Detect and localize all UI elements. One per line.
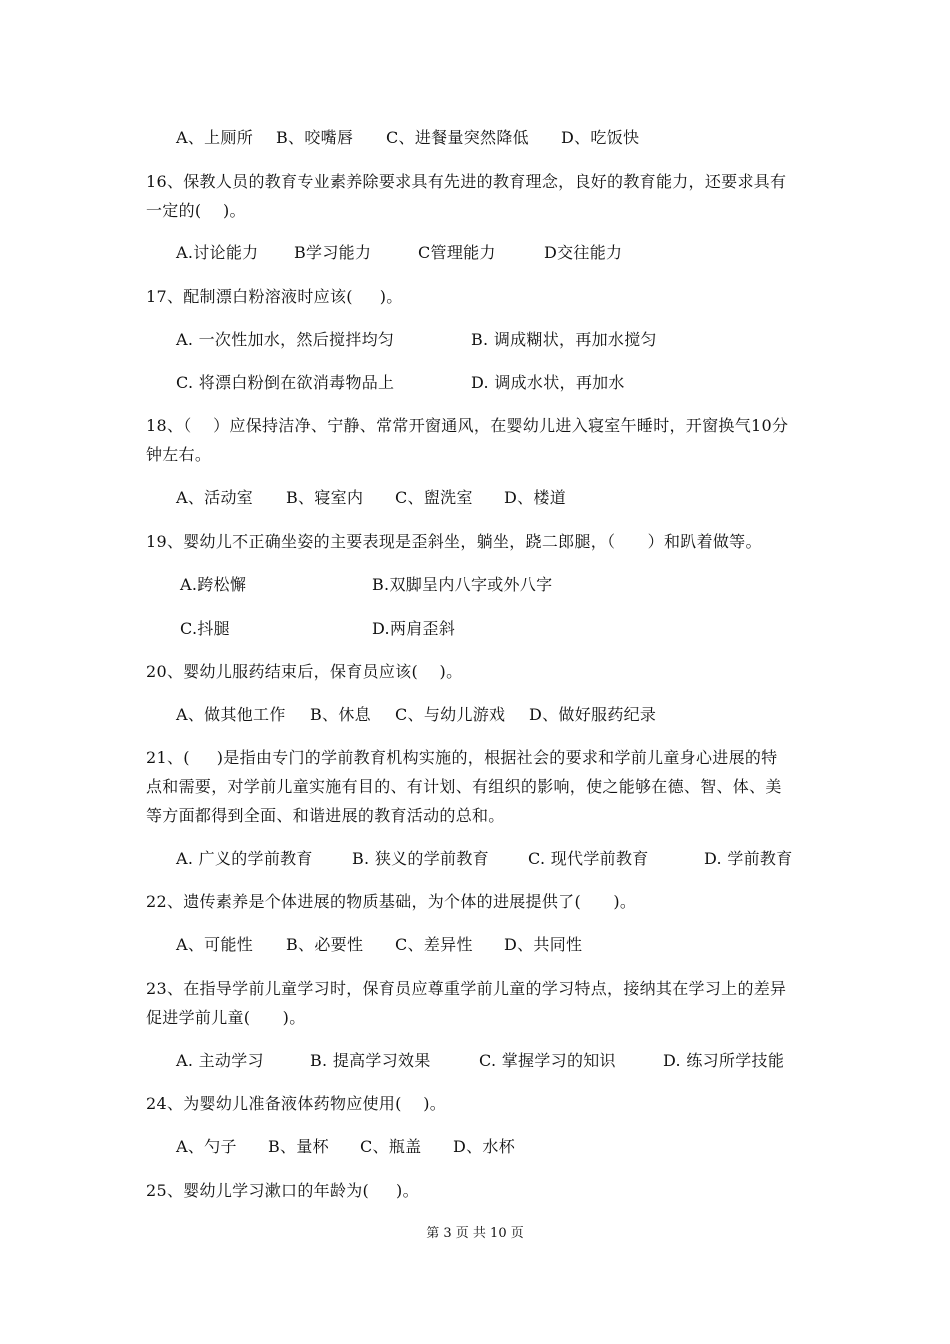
q22-option-a: A、可能性	[176, 935, 254, 954]
q16-stem-line1: 16、保教人员的教育专业素养除要求具有先进的教育理念，良好的教育能力，还要求具有	[146, 172, 787, 191]
q17-option-b: B. 调成糊状，再加水搅匀	[471, 330, 657, 349]
page-footer: 第 3 页 共 10 页	[426, 1226, 524, 1241]
q16-stem-line2: 一定的( )。	[146, 201, 246, 220]
q24-option-d: D、水杯	[453, 1137, 516, 1156]
q24-stem: 24、为婴幼儿准备液体药物应使用( )。	[146, 1094, 447, 1113]
q18-stem-line2: 钟左右。	[146, 445, 212, 464]
q17-option-d: D. 调成水状，再加水	[471, 373, 625, 392]
q19-option-d: D.两肩歪斜	[372, 619, 456, 638]
q22-option-c: C、差异性	[395, 935, 473, 954]
q15-option-c: C、进餐量突然降低	[386, 128, 529, 147]
q17-option-c: C. 将漂白粉倒在欲消毒物品上	[176, 373, 395, 392]
q17-option-a: A. 一次性加水，然后搅拌均匀	[176, 330, 395, 349]
q23-option-c: C. 掌握学习的知识	[479, 1051, 616, 1070]
q21-option-d: D. 学前教育	[704, 849, 793, 868]
q24-option-b: B、量杯	[268, 1137, 329, 1156]
q19-option-a: A.跨松懈	[180, 575, 247, 594]
q15-option-d: D、吃饭快	[561, 128, 640, 147]
q18-option-a: A、活动室	[176, 488, 254, 507]
q15-option-b: B、咬嘴唇	[276, 128, 354, 147]
q18-option-b: B、寝室内	[286, 488, 364, 507]
q22-option-d: D、共同性	[504, 935, 583, 954]
q19-option-c: C.抖腿	[180, 619, 230, 638]
q20-option-a: A、做其他工作	[176, 705, 286, 724]
q21-stem-line3: 等方面都得到全面、和谐进展的教育活动的总和。	[146, 806, 505, 825]
q19-option-b: B.双脚呈内八字或外八字	[372, 575, 553, 594]
q16-option-a: A.讨论能力	[176, 243, 259, 262]
q18-option-c: C、盥洗室	[395, 488, 473, 507]
q16-option-c: C管理能力	[418, 243, 496, 262]
q17-stem: 17、配制漂白粉溶液时应该( )。	[146, 287, 403, 306]
q23-stem-line2: 促进学前儿童( )。	[146, 1008, 306, 1027]
q19-stem: 19、婴幼儿不正确坐姿的主要表现是歪斜坐，躺坐，跷二郎腿，（ ）和趴着做等。	[146, 532, 762, 551]
q21-stem-line2: 点和需要，对学前儿童实施有目的、有计划、有组织的影响，使之能够在德、智、体、美	[146, 777, 782, 796]
q16-option-b: B学习能力	[294, 243, 372, 262]
q21-stem-line1: 21、( )是指由专门的学前教育机构实施的，根据社会的要求和学前儿童身心进展的特	[146, 748, 778, 767]
q15-option-a: A、上厕所	[176, 128, 254, 147]
q23-stem-line1: 23、在指导学前儿童学习时，保育员应尊重学前儿童的学习特点，接纳其在学习上的差异	[146, 979, 787, 998]
q16-option-d: D交往能力	[544, 243, 623, 262]
q20-option-b: B、休息	[310, 705, 371, 724]
q24-option-c: C、瓶盖	[360, 1137, 422, 1156]
q21-option-c: C. 现代学前教育	[528, 849, 649, 868]
q20-option-c: C、与幼儿游戏	[395, 705, 506, 724]
q18-stem-line1: 18、（ ）应保持洁净、宁静、常常开窗通风，在婴幼儿进入寝室午睡时，开窗换气10分	[146, 416, 789, 435]
q22-option-b: B、必要性	[286, 935, 364, 954]
q25-stem: 25、婴幼儿学习漱口的年龄为( )。	[146, 1181, 419, 1200]
q18-option-d: D、楼道	[504, 488, 567, 507]
q20-stem: 20、婴幼儿服药结束后，保育员应该( )。	[146, 662, 463, 681]
q22-stem: 22、遗传素养是个体进展的物质基础，为个体的进展提供了( )。	[146, 892, 637, 911]
q24-option-a: A、勺子	[176, 1137, 237, 1156]
q21-option-a: A. 广义的学前教育	[176, 849, 313, 868]
q23-option-a: A. 主动学习	[176, 1051, 264, 1070]
q21-option-b: B. 狭义的学前教育	[352, 849, 489, 868]
q20-option-d: D、做好服药纪录	[529, 705, 657, 724]
q23-option-b: B. 提高学习效果	[310, 1051, 431, 1070]
q23-option-d: D. 练习所学技能	[663, 1051, 785, 1070]
